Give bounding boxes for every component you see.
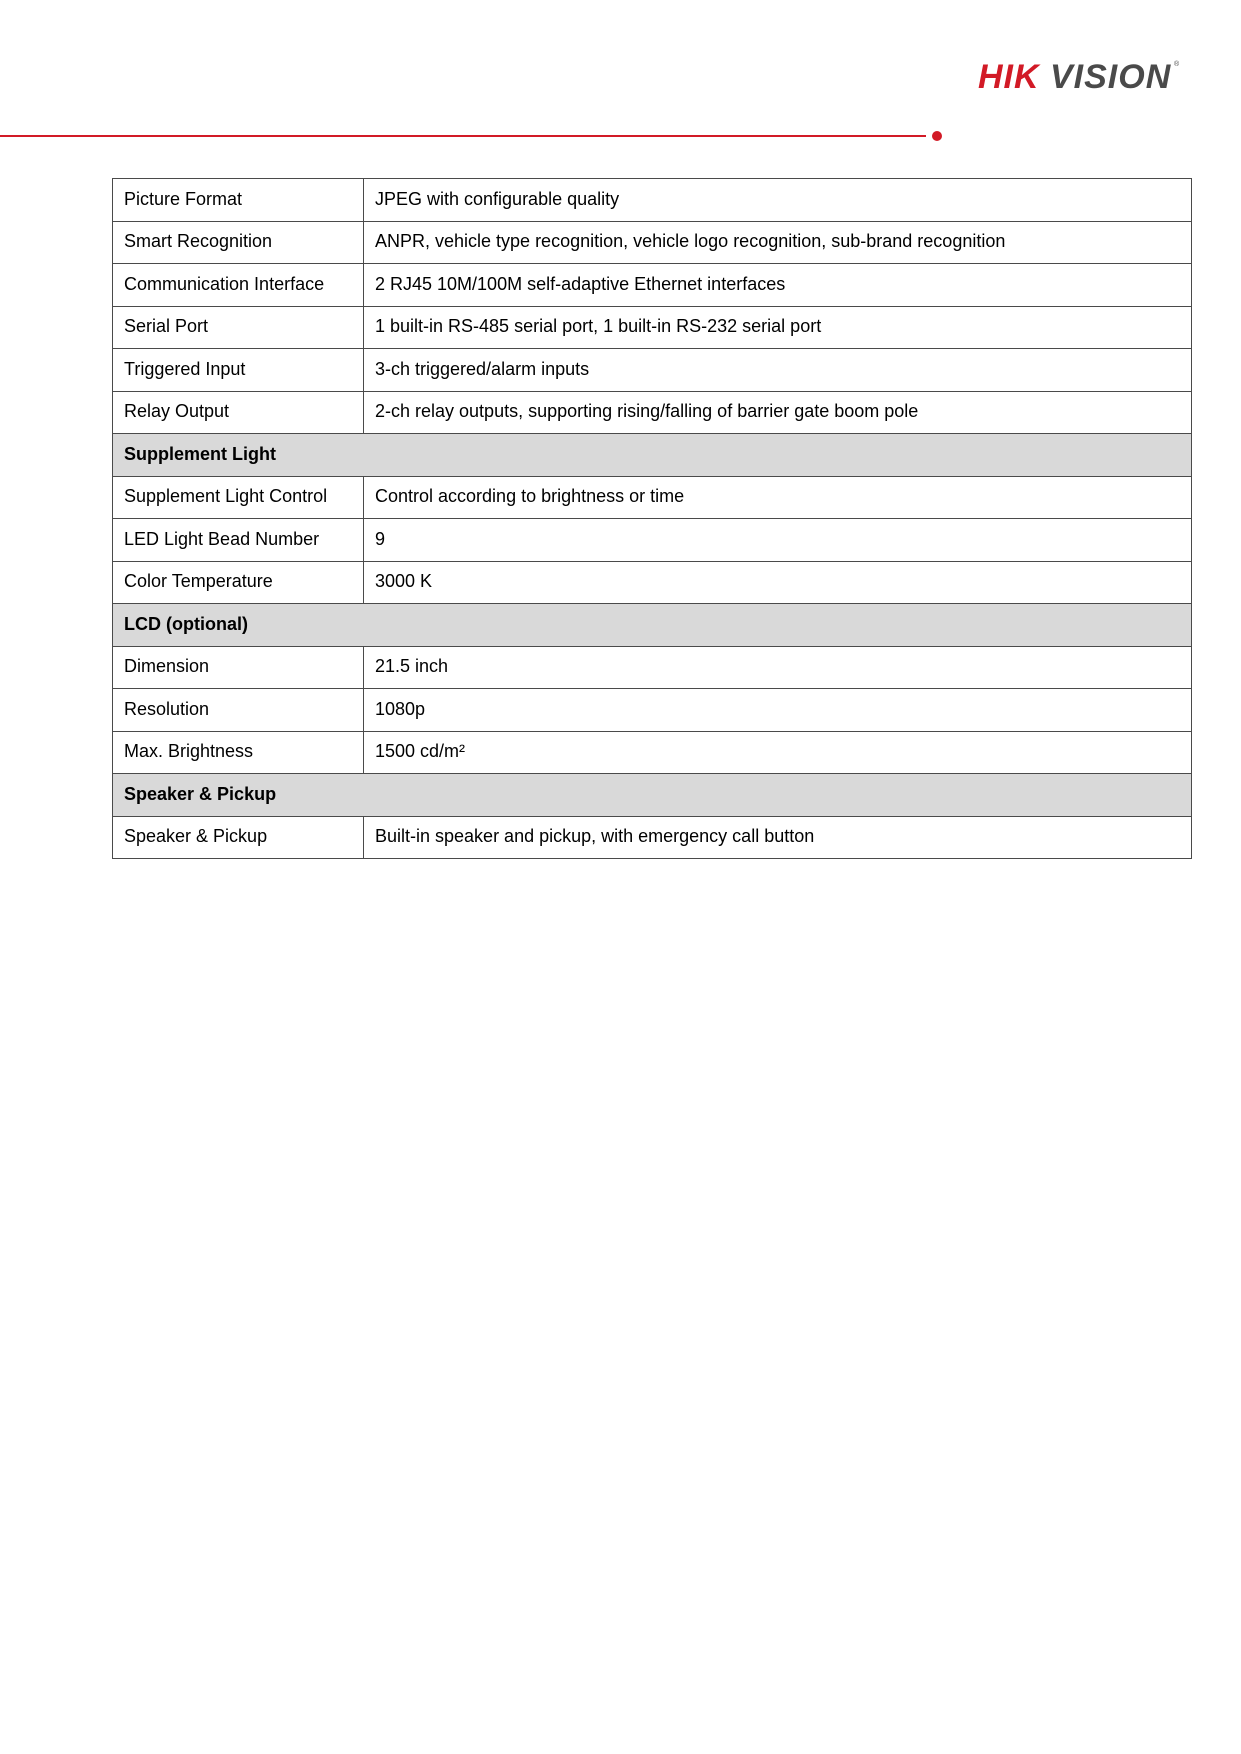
hikvision-logo — [978, 56, 1188, 96]
spec-label: Color Temperature — [113, 561, 364, 604]
spec-label: Speaker & Pickup — [113, 816, 364, 859]
spec-label: Communication Interface — [113, 264, 364, 307]
spec-label: LED Light Bead Number — [113, 519, 364, 562]
table-row — [113, 264, 1192, 307]
table-row — [113, 519, 1192, 562]
specification-table — [112, 178, 1192, 859]
table-row — [113, 816, 1192, 859]
spec-value: 1 built-in RS-485 serial port, 1 built-in RS-232 serial port — [364, 306, 1192, 349]
spec-value: 3-ch triggered/alarm inputs — [364, 349, 1192, 392]
header-rule-dot — [932, 131, 942, 141]
spec-value: 2 RJ45 10M/100M self-adaptive Ethernet interfaces — [364, 264, 1192, 307]
spec-value: 1500 cd/m² — [364, 731, 1192, 774]
spec-label: Dimension — [113, 646, 364, 689]
table-row — [113, 391, 1192, 434]
section-header-row — [113, 774, 1192, 817]
spec-value: 3000 K — [364, 561, 1192, 604]
spec-label: Picture Format — [113, 179, 364, 222]
spec-label: Serial Port — [113, 306, 364, 349]
spec-value: Built-in speaker and pickup, with emergency call button — [364, 816, 1192, 859]
spec-value: JPEG with configurable quality — [364, 179, 1192, 222]
spec-value: 21.5 inch — [364, 646, 1192, 689]
table-row — [113, 306, 1192, 349]
section-heading: Speaker & Pickup — [113, 774, 1192, 817]
section-header-row — [113, 434, 1192, 477]
spec-label: Supplement Light Control — [113, 476, 364, 519]
header-rule — [0, 135, 926, 137]
spec-value: Control according to brightness or time — [364, 476, 1192, 519]
svg-text:®: ® — [1174, 61, 1180, 68]
spec-value: 1080p — [364, 689, 1192, 732]
section-header-row — [113, 604, 1192, 647]
spec-value: ANPR, vehicle type recognition, vehicle logo recognition, sub-brand recognition — [364, 221, 1192, 264]
table-row — [113, 646, 1192, 689]
table-row — [113, 561, 1192, 604]
section-heading: Supplement Light — [113, 434, 1192, 477]
spec-label: Resolution — [113, 689, 364, 732]
spec-label: Max. Brightness — [113, 731, 364, 774]
table-row — [113, 689, 1192, 732]
svg-text:HIK: HIK — [978, 58, 1040, 96]
table-row — [113, 221, 1192, 264]
table-row — [113, 476, 1192, 519]
spec-value: 9 — [364, 519, 1192, 562]
spec-label: Triggered Input — [113, 349, 364, 392]
spec-label: Smart Recognition — [113, 221, 364, 264]
spec-value: 2-ch relay outputs, supporting rising/falling of barrier gate boom pole — [364, 391, 1192, 434]
section-heading: LCD (optional) — [113, 604, 1192, 647]
table-row — [113, 179, 1192, 222]
svg-text:VISION: VISION — [1050, 58, 1172, 96]
spec-label: Relay Output — [113, 391, 364, 434]
table-row — [113, 349, 1192, 392]
table-row — [113, 731, 1192, 774]
